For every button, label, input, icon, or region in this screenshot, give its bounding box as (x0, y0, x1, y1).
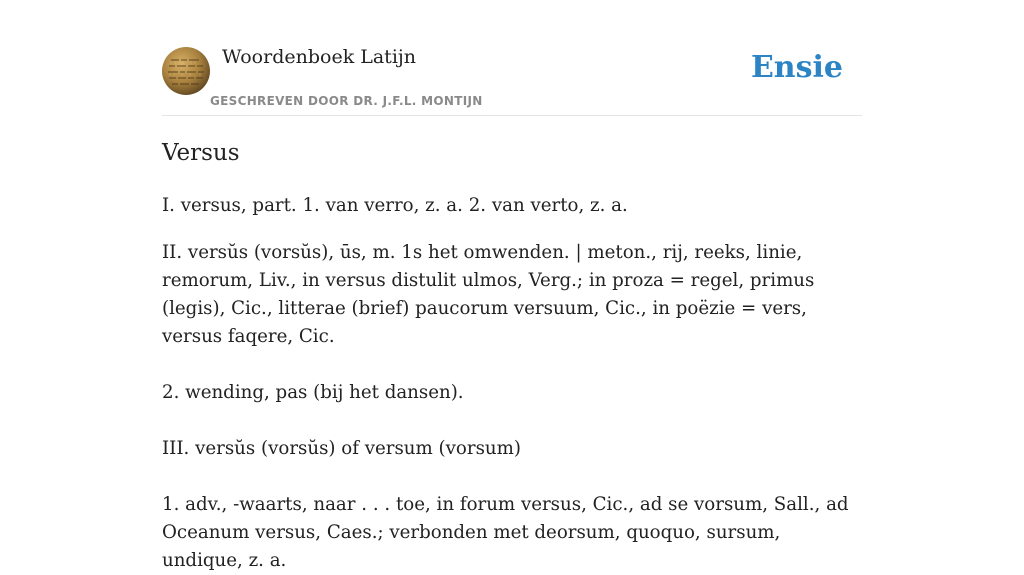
definition-paragraph: 1. adv., -waarts, naar . . . toe, in forum versus, Cic., ad se vorsum, Sall., ad Oceanum versus, Caes.; verbonden met deorsum, quoquo, sursum, undique, z. a. (162, 494, 849, 571)
author-byline: GESCHREVEN DOOR DR. J.F.L. MONTIJN (210, 94, 483, 108)
definition-paragraph: I. versus, part. 1. van verro, z. a. 2. van verto, z. a. (162, 195, 628, 216)
book-title[interactable]: Woordenboek Latijn (222, 46, 417, 68)
definition-paragraph: II. versŭs (vorsŭs), ūs, m. 1s het omwenden. | meton., rij, reeks, linie, remorum, Liv., in versus distulit ulmos, Verg.; in proza = regel, primus (legis), Cic., litterae (brief) paucorum versuum, Cic., in poëzie = vers, versus faqere, Cic. (162, 242, 815, 347)
definition-paragraph: III. versŭs (vorsŭs) of versum (vorsum) (162, 438, 521, 459)
site-header (162, 0, 862, 116)
logo-graphic (162, 47, 210, 95)
entry-content (162, 192, 862, 575)
ancient-inscription-coin-icon[interactable] (162, 47, 210, 95)
ensie-brand-logo[interactable]: Ensie (750, 50, 843, 85)
entry-title: Versus (162, 140, 240, 166)
definition-paragraph: 2. wending, pas (bij het dansen). (162, 382, 464, 403)
page (162, 0, 862, 571)
